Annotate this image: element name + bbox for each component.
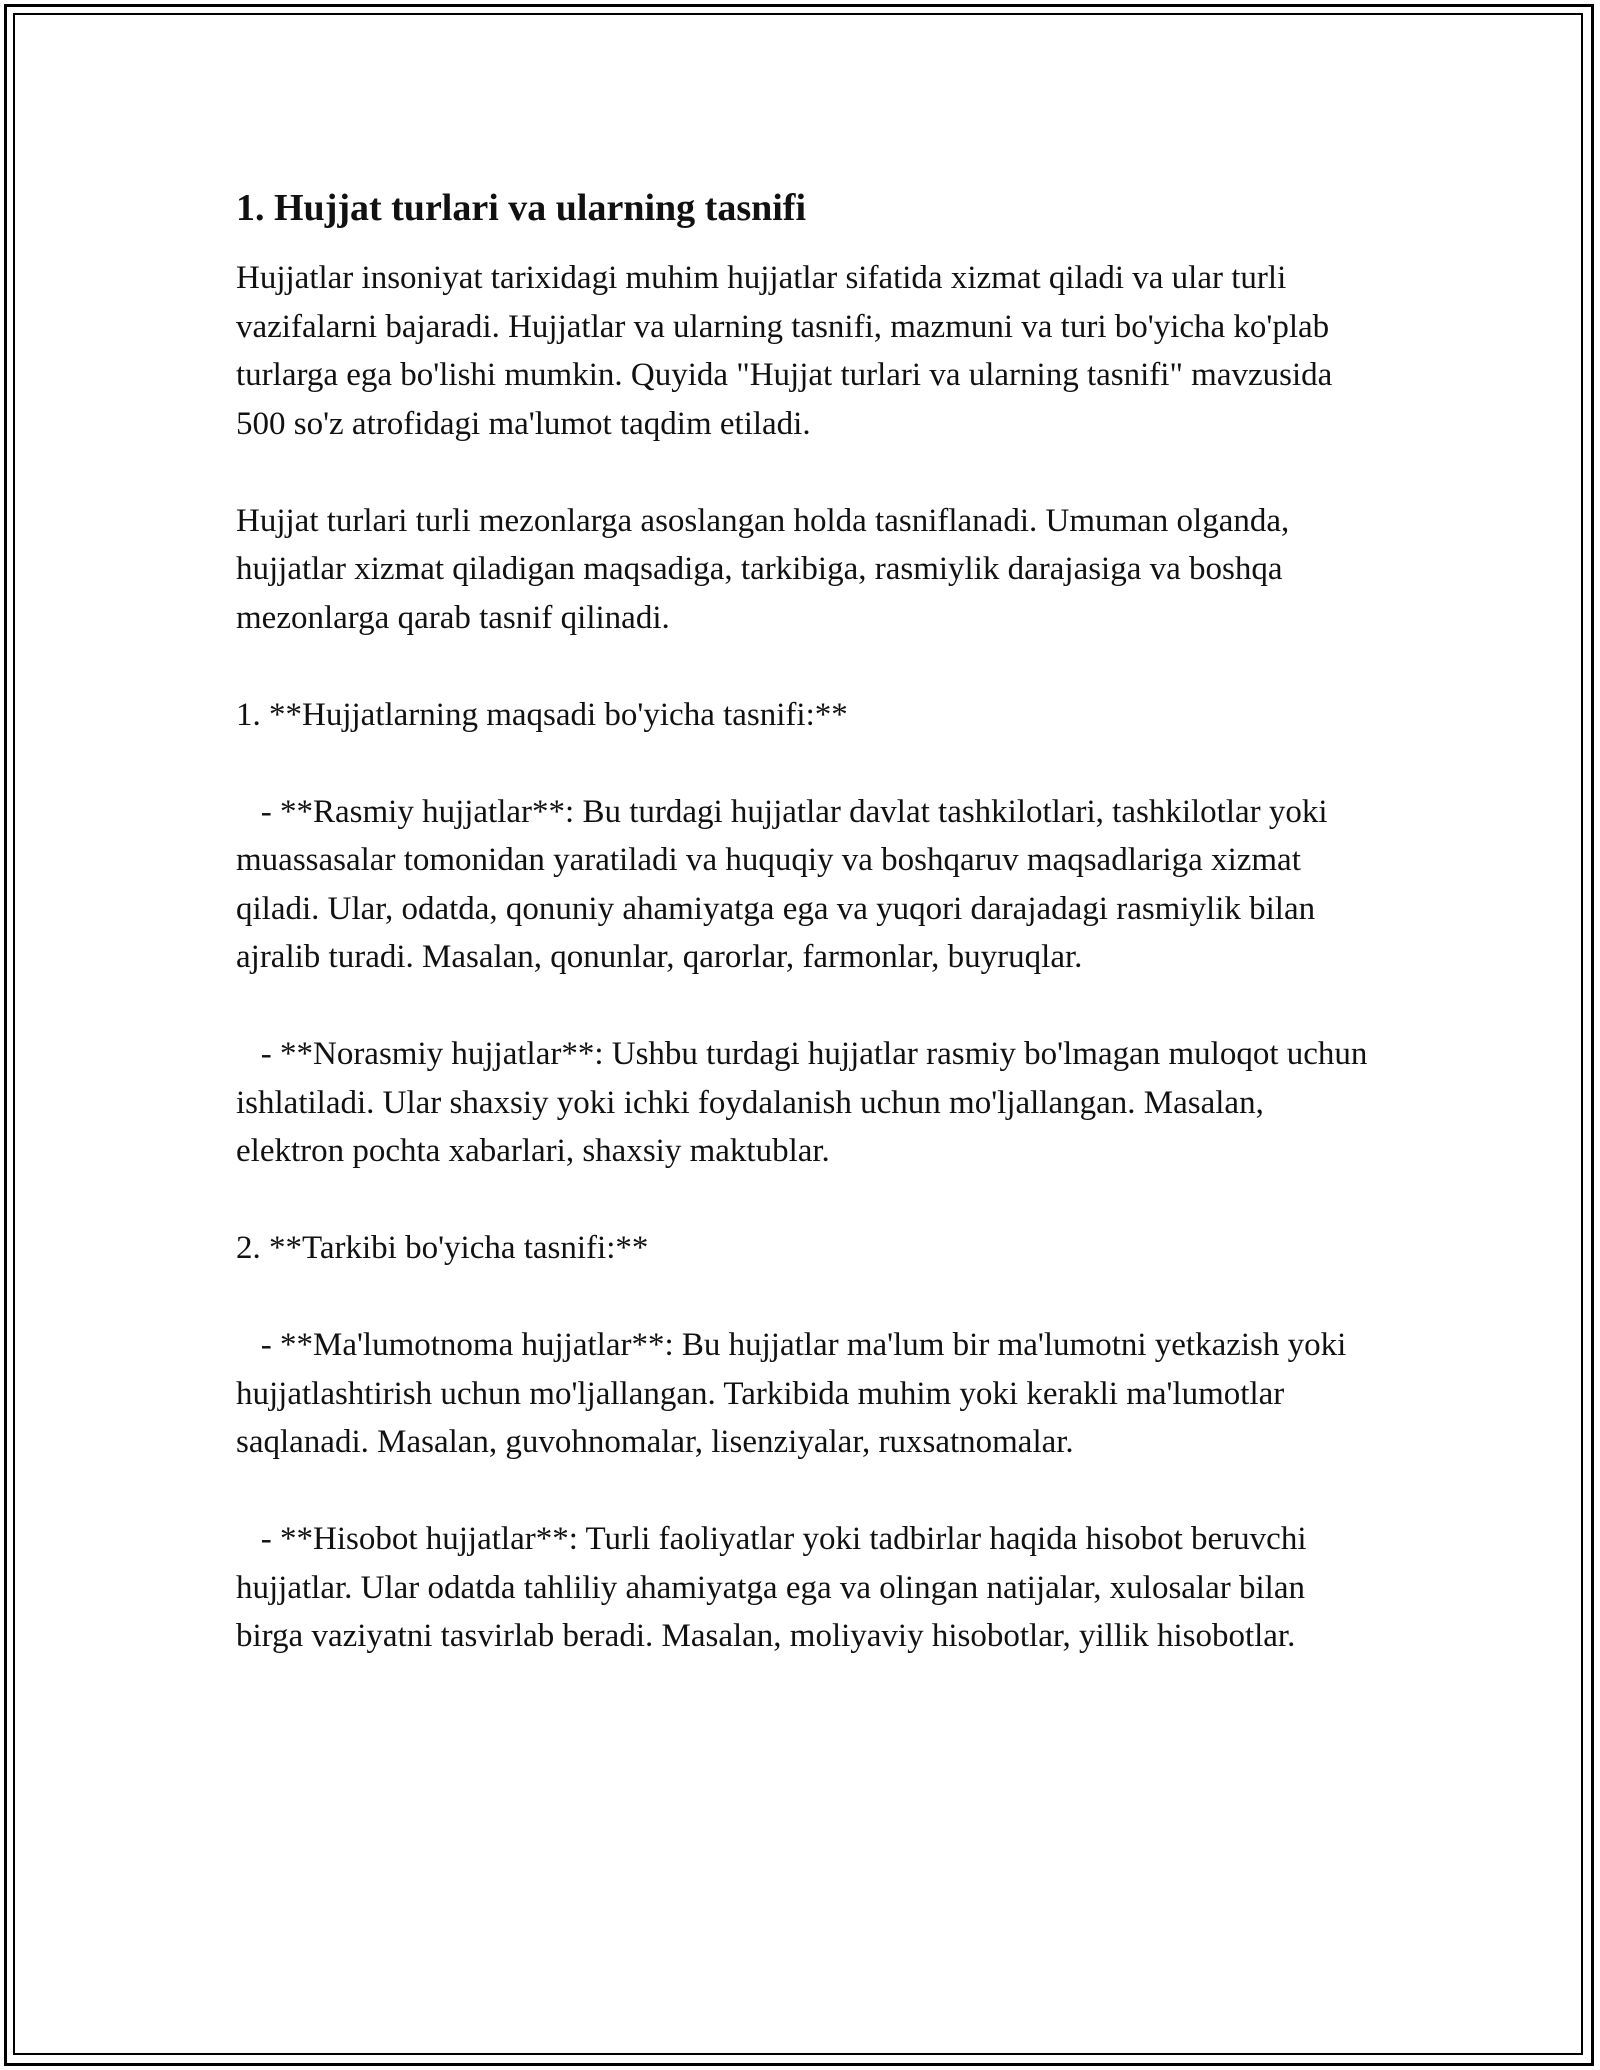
paragraph-classification: Hujjat turlari turli mezonlarga asoslangan holda tasniflanadi. Umuman olganda, hujjatlar xizmat qiladigan maqsadiga, tarkibiga, rasmiylik darajasiga va boshqa mezonlarga qarab tasnif qilinadi. <box>236 502 1298 636</box>
document-title: 1. Hujjat turlari va ularning tasnifi <box>236 187 807 229</box>
section-heading-purpose: 1. **Hujjatlarning maqsadi bo'yicha tasnifi:** <box>236 696 848 733</box>
list-item-report-documents: - **Hisobot hujjatlar**: Turli faoliyatlar yoki tadbirlar haqida hisobot beruvchi hujjatlar. Ular odatda tahliliy ahamiyatga ega va olingan natijalar, xulosalar bilan birga vaziyatni tasvirlab beradi. Masalan, moliyaviy hisobotlar, yillik hisobotlar. <box>236 1521 1315 1654</box>
document-body <box>236 184 1376 1661</box>
list-item-official-documents: - **Rasmiy hujjatlar**: Bu turdagi hujjatlar davlat tashkilotlari, tashkilotlar yoki muassasalar tomonidan yaratiladi va huquqiy va boshqaruv maqsadlariga xizmat qiladi. Ular, odatda, qonuniy ahamiyatga ega va yuqori darajadagi rasmiylik bilan ajralib turadi. Masalan, qonunlar, qarorlar, farmonlar, buyruqlar. <box>236 793 1336 975</box>
list-item-unofficial-documents: - **Norasmiy hujjatlar**: Ushbu turdagi hujjatlar rasmiy bo'lmagan muloqot uchun ishlatiladi. Ular shaxsiy yoki ichki foydalanish uchun mo'ljallangan. Masalan, elektron pochta xabarlari, shaxsiy maktublar. <box>236 1036 1376 1169</box>
paragraph-intro: Hujjatlar insoniyat tarixidagi muhim hujjatlar sifatida xizmat qiladi va ular turli vazifalarni bajaradi. Hujjatlar va ularning tasnifi, mazmuni va turi bo'yicha ko'plab turlarga ega bo'lishi mumkin. Quyida "Hujjat turlari va ularning tasnifi" mavzusida 500 so'z atrofidagi ma'lumot taqdim etiladi. <box>236 260 1341 442</box>
list-item-reference-documents: - **Ma'lumotnoma hujjatlar**: Bu hujjatlar ma'lum bir ma'lumotni yetkazish yoki hujjatlashtirish uchun mo'ljallangan. Tarkibida muhim yoki kerakli ma'lumotlar saqlanadi. Masalan, guvohnomalar, lisenziyalar, ruxsatnomalar. <box>236 1327 1355 1460</box>
section-heading-content: 2. **Tarkibi bo'yicha tasnifi:** <box>236 1230 649 1266</box>
